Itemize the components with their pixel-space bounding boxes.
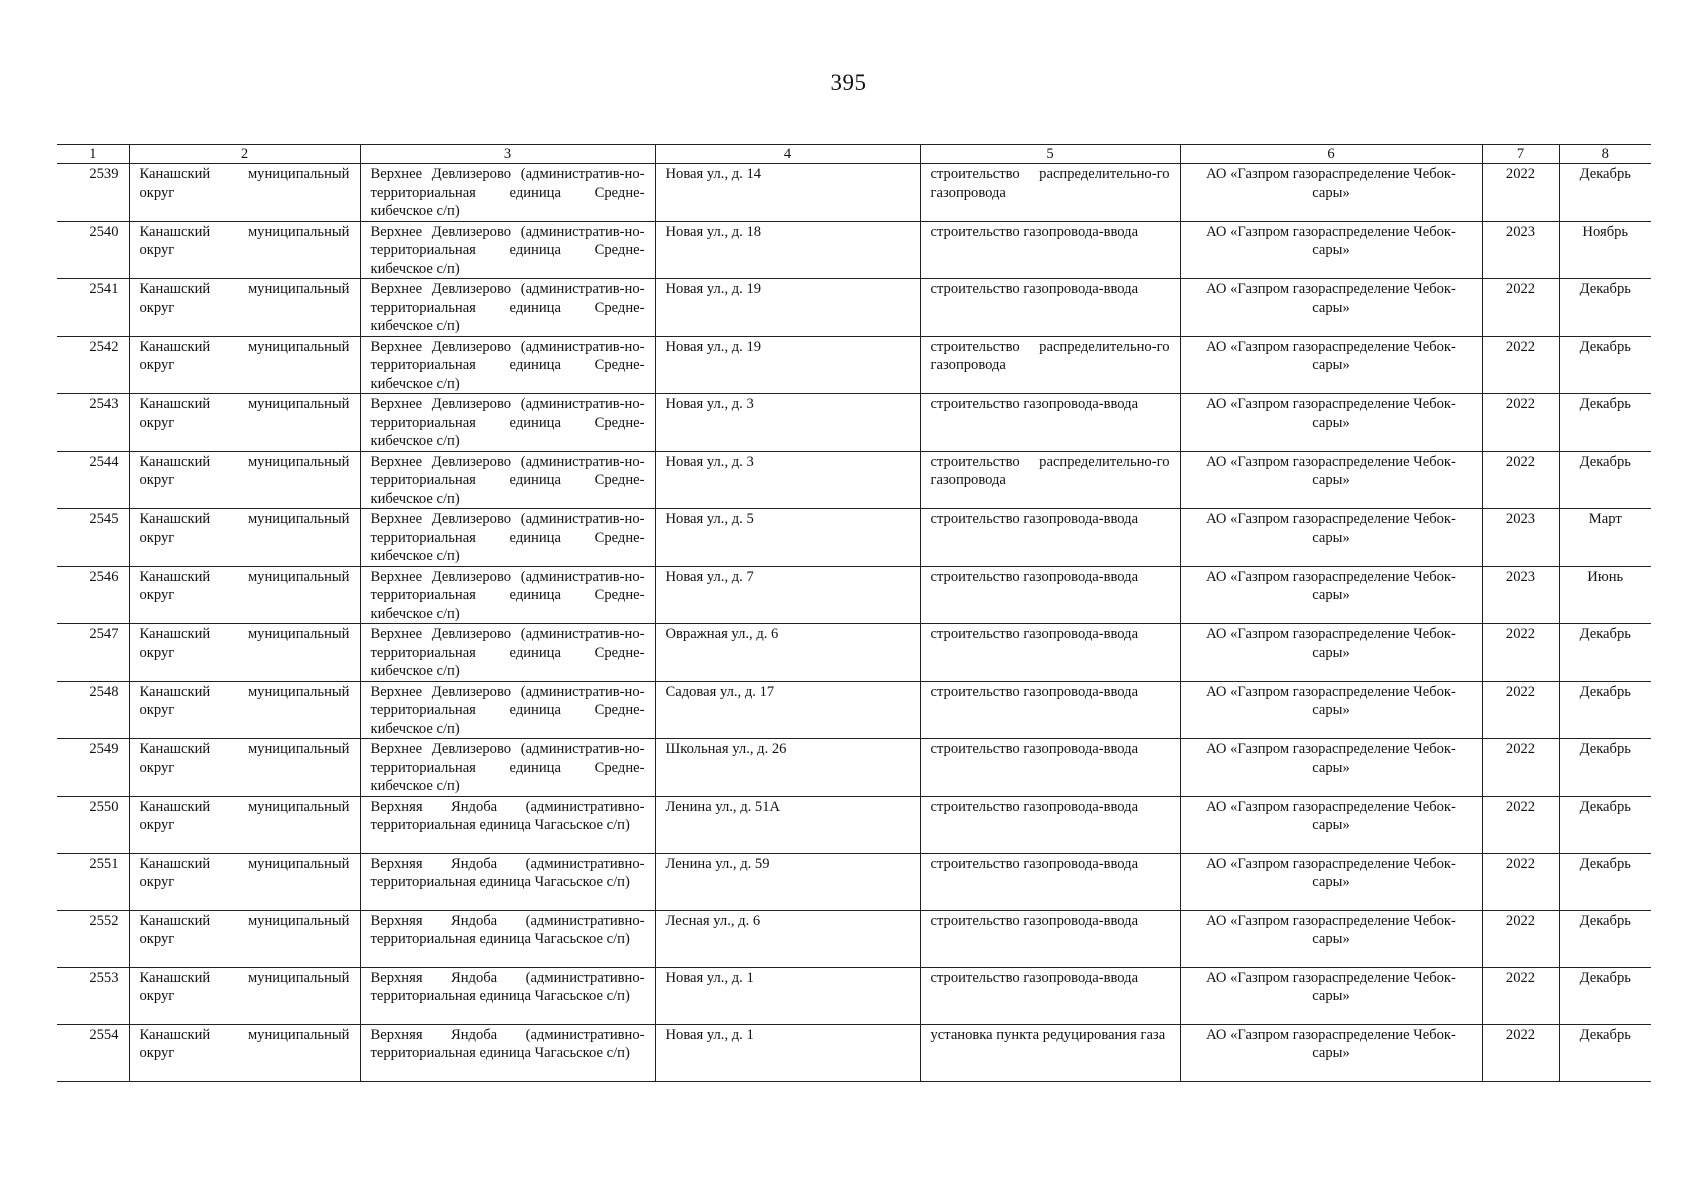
year-cell: 2022 [1482,394,1559,452]
district-cell: Канашский муниципальный округ [129,221,360,279]
work-type-cell: строительство газопровода-ввода [920,221,1180,279]
table-row [57,910,1651,967]
address-cell: Ленина ул., д. 51А [655,796,920,853]
district-cell: Канашский муниципальный округ [129,624,360,682]
locality-cell: Верхнее Девлизерово (административ-но-территориальная единица Средне-кибечское с/п) [360,509,655,567]
table-row [57,624,1651,682]
year-cell: 2023 [1482,566,1559,624]
month-cell: Декабрь [1559,739,1651,797]
page-number: 395 [830,70,867,95]
district-cell: Канашский муниципальный округ [129,1024,360,1081]
month-cell: Декабрь [1559,910,1651,967]
month-cell: Декабрь [1559,853,1651,910]
year-cell: 2022 [1482,967,1559,1024]
work-type-cell: строительство распределительно-го газопровода [920,451,1180,509]
locality-cell: Верхнее Девлизерово (административ-но-территориальная единица Средне-кибечское с/п) [360,394,655,452]
row-number: 2553 [57,967,129,1024]
row-number: 2554 [57,1024,129,1081]
address-cell: Ленина ул., д. 59 [655,853,920,910]
row-number: 2545 [57,509,129,567]
address-cell: Новая ул., д. 18 [655,221,920,279]
locality-cell: Верхняя Яндоба (административно-территориальная единица Чагасьское с/п) [360,910,655,967]
operator-cell: АО «Газпром газораспределение Чебок-сары» [1180,509,1482,567]
work-type-cell: строительство газопровода-ввода [920,279,1180,337]
table-row [57,509,1651,567]
operator-cell: АО «Газпром газораспределение Чебок-сары» [1180,910,1482,967]
address-cell: Новая ул., д. 1 [655,1024,920,1081]
gasification-table [57,144,1651,1082]
column-header: 3 [360,145,655,164]
table-body [57,164,1651,1082]
address-cell: Школьная ул., д. 26 [655,739,920,797]
table-row [57,967,1651,1024]
year-cell: 2022 [1482,164,1559,222]
district-cell: Канашский муниципальный округ [129,336,360,394]
work-type-cell: строительство газопровода-ввода [920,967,1180,1024]
year-cell: 2022 [1482,739,1559,797]
row-number: 2542 [57,336,129,394]
district-cell: Канашский муниципальный округ [129,910,360,967]
year-cell: 2022 [1482,1024,1559,1081]
address-cell: Новая ул., д. 3 [655,451,920,509]
operator-cell: АО «Газпром газораспределение Чебок-сары» [1180,164,1482,222]
year-cell: 2022 [1482,910,1559,967]
district-cell: Канашский муниципальный округ [129,853,360,910]
month-cell: Декабрь [1559,336,1651,394]
month-cell: Декабрь [1559,1024,1651,1081]
row-number: 2550 [57,796,129,853]
column-header: 6 [1180,145,1482,164]
column-header: 1 [57,145,129,164]
column-header: 5 [920,145,1180,164]
row-number: 2541 [57,279,129,337]
row-number: 2543 [57,394,129,452]
operator-cell: АО «Газпром газораспределение Чебок-сары» [1180,1024,1482,1081]
work-type-cell: строительство газопровода-ввода [920,681,1180,739]
address-cell: Новая ул., д. 5 [655,509,920,567]
table-row [57,681,1651,739]
district-cell: Канашский муниципальный округ [129,394,360,452]
address-cell: Новая ул., д. 7 [655,566,920,624]
locality-cell: Верхнее Девлизерово (административ-но-территориальная единица Средне-кибечское с/п) [360,566,655,624]
address-cell: Новая ул., д. 1 [655,967,920,1024]
operator-cell: АО «Газпром газораспределение Чебок-сары» [1180,853,1482,910]
table-row [57,566,1651,624]
row-number: 2551 [57,853,129,910]
address-cell: Новая ул., д. 3 [655,394,920,452]
operator-cell: АО «Газпром газораспределение Чебок-сары» [1180,566,1482,624]
work-type-cell: строительство газопровода-ввода [920,796,1180,853]
operator-cell: АО «Газпром газораспределение Чебок-сары» [1180,739,1482,797]
column-header: 4 [655,145,920,164]
month-cell: Декабрь [1559,164,1651,222]
table-row [57,336,1651,394]
locality-cell: Верхнее Девлизерово (административ-но-территориальная единица Средне-кибечское с/п) [360,739,655,797]
locality-cell: Верхнее Девлизерово (административ-но-территориальная единица Средне-кибечское с/п) [360,451,655,509]
address-cell: Новая ул., д. 19 [655,279,920,337]
year-cell: 2023 [1482,221,1559,279]
month-cell: Ноябрь [1559,221,1651,279]
address-cell: Овражная ул., д. 6 [655,624,920,682]
table-row [57,1024,1651,1081]
locality-cell: Верхнее Девлизерово (административ-но-территориальная единица Средне-кибечское с/п) [360,624,655,682]
row-number: 2544 [57,451,129,509]
table-row [57,451,1651,509]
table-row [57,279,1651,337]
district-cell: Канашский муниципальный округ [129,566,360,624]
month-cell: Декабрь [1559,624,1651,682]
work-type-cell: строительство газопровода-ввода [920,739,1180,797]
work-type-cell: строительство распределительно-го газопровода [920,336,1180,394]
column-header: 7 [1482,145,1559,164]
row-number: 2547 [57,624,129,682]
district-cell: Канашский муниципальный округ [129,451,360,509]
operator-cell: АО «Газпром газораспределение Чебок-сары» [1180,221,1482,279]
address-cell: Новая ул., д. 14 [655,164,920,222]
locality-cell: Верхняя Яндоба (административно-территориальная единица Чагасьское с/п) [360,1024,655,1081]
operator-cell: АО «Газпром газораспределение Чебок-сары» [1180,967,1482,1024]
operator-cell: АО «Газпром газораспределение Чебок-сары» [1180,336,1482,394]
header-row [57,145,1651,164]
month-cell: Декабрь [1559,279,1651,337]
year-cell: 2022 [1482,853,1559,910]
address-cell: Садовая ул., д. 17 [655,681,920,739]
month-cell: Декабрь [1559,796,1651,853]
table-row [57,796,1651,853]
work-type-cell: установка пункта редуцирования газа [920,1024,1180,1081]
column-header: 2 [129,145,360,164]
year-cell: 2022 [1482,451,1559,509]
locality-cell: Верхнее Девлизерово (административ-но-территориальная единица Средне-кибечское с/п) [360,221,655,279]
row-number: 2539 [57,164,129,222]
work-type-cell: строительство газопровода-ввода [920,509,1180,567]
month-cell: Декабрь [1559,394,1651,452]
operator-cell: АО «Газпром газораспределение Чебок-сары» [1180,279,1482,337]
work-type-cell: строительство газопровода-ввода [920,624,1180,682]
table-row [57,164,1651,222]
operator-cell: АО «Газпром газораспределение Чебок-сары» [1180,394,1482,452]
district-cell: Канашский муниципальный округ [129,681,360,739]
month-cell: Декабрь [1559,451,1651,509]
locality-cell: Верхняя Яндоба (административно-территориальная единица Чагасьское с/п) [360,853,655,910]
operator-cell: АО «Газпром газораспределение Чебок-сары» [1180,624,1482,682]
year-cell: 2023 [1482,509,1559,567]
row-number: 2552 [57,910,129,967]
row-number: 2540 [57,221,129,279]
locality-cell: Верхняя Яндоба (административно-территориальная единица Чагасьское с/п) [360,796,655,853]
table-row [57,394,1651,452]
column-header: 8 [1559,145,1651,164]
district-cell: Канашский муниципальный округ [129,164,360,222]
year-cell: 2022 [1482,279,1559,337]
row-number: 2548 [57,681,129,739]
month-cell: Июнь [1559,566,1651,624]
address-cell: Лесная ул., д. 6 [655,910,920,967]
table-row [57,853,1651,910]
locality-cell: Верхнее Девлизерово (административ-но-территориальная единица Средне-кибечское с/п) [360,681,655,739]
locality-cell: Верхнее Девлизерово (административ-но-территориальная единица Средне-кибечское с/п) [360,164,655,222]
district-cell: Канашский муниципальный округ [129,279,360,337]
operator-cell: АО «Газпром газораспределение Чебок-сары» [1180,451,1482,509]
work-type-cell: строительство распределительно-го газопровода [920,164,1180,222]
work-type-cell: строительство газопровода-ввода [920,853,1180,910]
work-type-cell: строительство газопровода-ввода [920,566,1180,624]
address-cell: Новая ул., д. 19 [655,336,920,394]
locality-cell: Верхнее Девлизерово (административ-но-территориальная единица Средне-кибечское с/п) [360,336,655,394]
year-cell: 2022 [1482,624,1559,682]
table-row [57,739,1651,797]
work-type-cell: строительство газопровода-ввода [920,394,1180,452]
month-cell: Декабрь [1559,681,1651,739]
month-cell: Март [1559,509,1651,567]
work-type-cell: строительство газопровода-ввода [920,910,1180,967]
year-cell: 2022 [1482,681,1559,739]
locality-cell: Верхняя Яндоба (административно-территориальная единица Чагасьское с/п) [360,967,655,1024]
row-number: 2546 [57,566,129,624]
district-cell: Канашский муниципальный округ [129,739,360,797]
district-cell: Канашский муниципальный округ [129,967,360,1024]
table-row [57,221,1651,279]
month-cell: Декабрь [1559,967,1651,1024]
year-cell: 2022 [1482,336,1559,394]
operator-cell: АО «Газпром газораспределение Чебок-сары» [1180,681,1482,739]
locality-cell: Верхнее Девлизерово (административ-но-территориальная единица Средне-кибечское с/п) [360,279,655,337]
district-cell: Канашский муниципальный округ [129,509,360,567]
year-cell: 2022 [1482,796,1559,853]
operator-cell: АО «Газпром газораспределение Чебок-сары» [1180,796,1482,853]
row-number: 2549 [57,739,129,797]
district-cell: Канашский муниципальный округ [129,796,360,853]
